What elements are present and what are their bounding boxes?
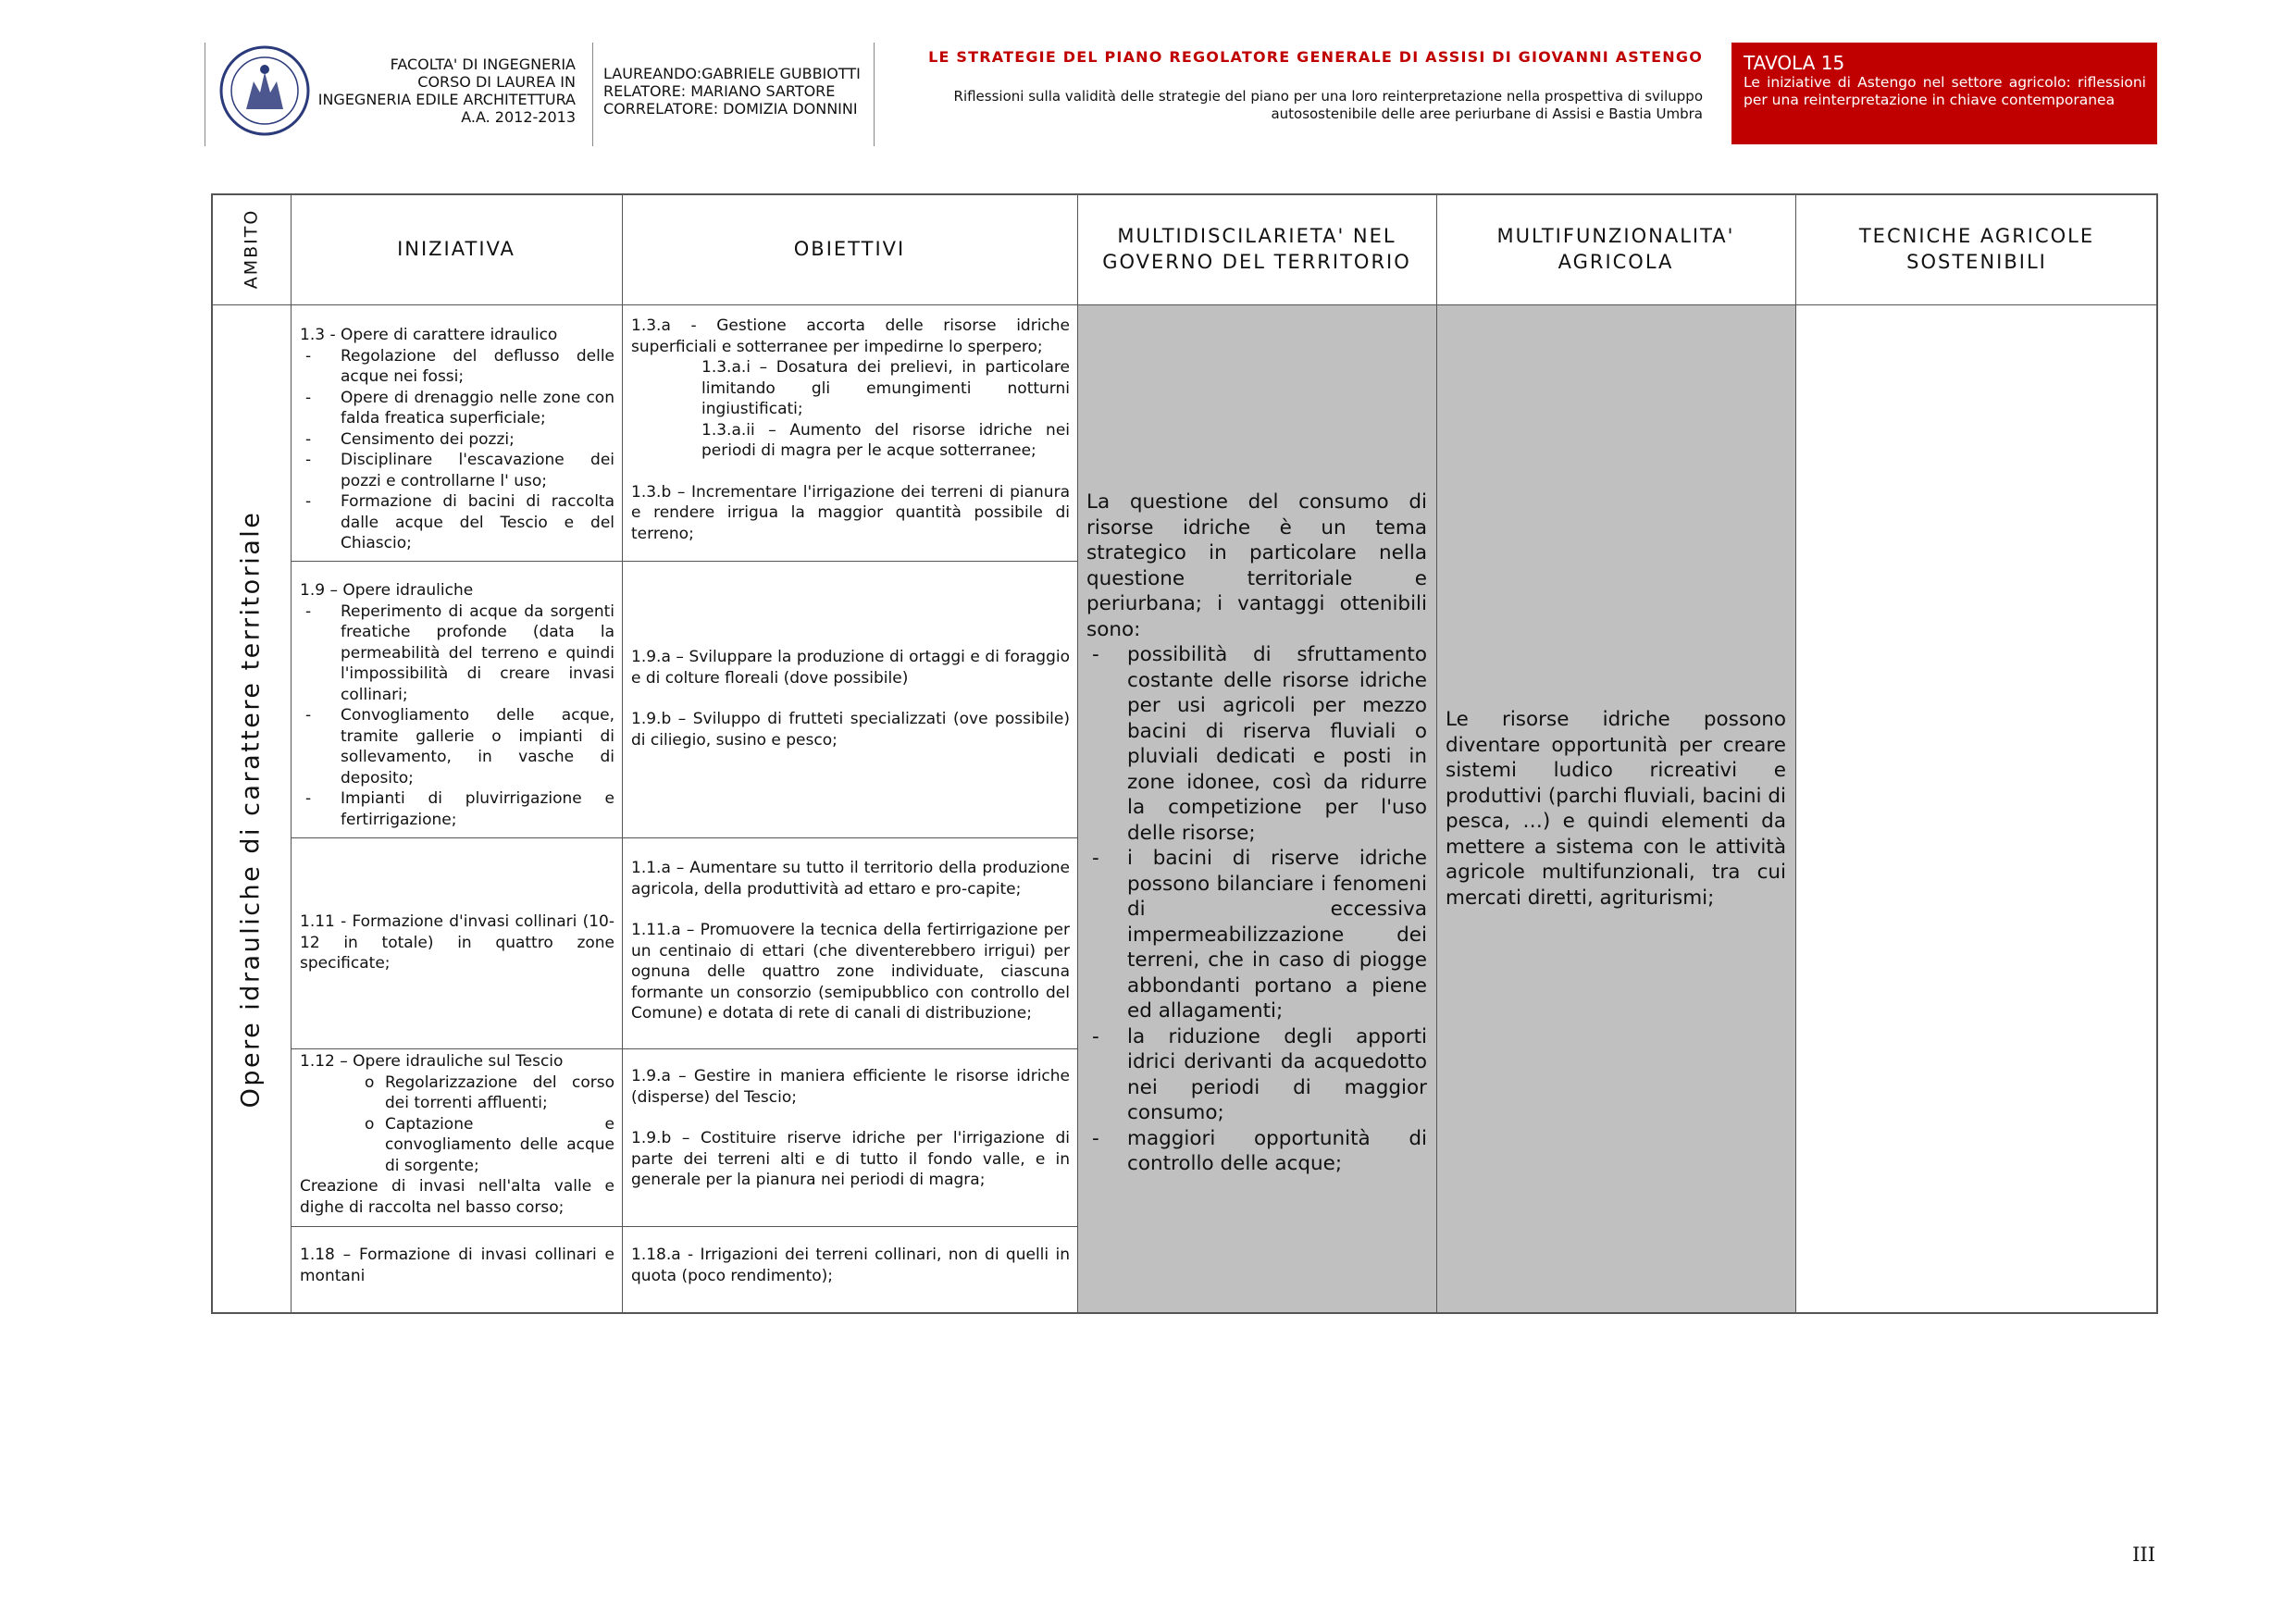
list-item: - maggiori opportunità di controllo delle acque;	[1086, 1126, 1427, 1177]
initiative-1-3	[300, 325, 614, 554]
list-item: - Opere di drenaggio nelle zone con falda freatica superficiale;	[300, 388, 614, 429]
course-line-1: CORSO DI LAUREA IN	[417, 73, 576, 91]
tavola-description: Le iniziative di Astengo nel settore agricolo: riflessioni per una reinterpretazione in chiave contemporanea	[1744, 74, 2146, 108]
list-item: - Impianti di pluvirrigazione e fertirrigazione;	[300, 788, 614, 830]
multifunz-text: Le risorse idriche possono diventare opportunità per creare sistemi ludico ricreativi e produttivi (parchi fluviali, bacini di pesca, …) e quindi elementi da mettere a sistema con le attività agricole multifunzionali, tra cui mercati diretti, agriturismi;	[1446, 708, 1786, 910]
objectives-1-9	[631, 647, 1070, 750]
initiative-note: Creazione di invasi nell'alta valle e dighe di raccolta nel basso corso;	[300, 1177, 614, 1217]
multidisc-list	[1086, 642, 1427, 1177]
list-item: o Captazione e convogliamento delle acque di sorgente;	[300, 1114, 614, 1177]
initiative-title: 1.18 – Formazione di invasi collinari e montani	[300, 1246, 614, 1285]
thesis-subtitle	[888, 88, 1703, 123]
row-divider	[291, 1226, 1077, 1227]
initiative-list	[300, 1072, 614, 1177]
column-divider	[1795, 193, 1796, 1314]
multifunz-content	[1446, 707, 1786, 911]
ambito-value: Opere idrauliche di carattere territoriale	[236, 510, 266, 1109]
list-item: - Formazione di bacini di raccolta dalle acque del Tescio e del Chiascio;	[300, 491, 614, 554]
list-item: - Convogliamento delle acque, tramite gallerie o impianti di sollevamento, in vasche di deposito;	[300, 705, 614, 788]
initiative-1-18	[300, 1245, 614, 1286]
objective-text: 1.18.a - Irrigazioni dei terreni collinari, non di quelli in quota (poco rendimento);	[631, 1246, 1070, 1285]
header-tecniche-line1: TECNICHE AGRICOLE	[1858, 225, 2095, 247]
objectives-1-3	[631, 316, 1070, 544]
header-ambito-label: AMBITO	[241, 208, 261, 290]
header-divider	[874, 43, 875, 146]
initiative-title: 1.9 – Opere idrauliche	[300, 581, 474, 600]
table-border	[2156, 193, 2158, 1314]
objective-subitem: 1.3.a.i – Dosatura dei prelievi, in particolare limitando gli emungimenti notturni ingiustificati;	[701, 358, 1070, 418]
row-divider	[291, 561, 1077, 562]
faculty-name: FACOLTA' DI INGEGNERIA	[390, 56, 576, 73]
row-divider	[291, 1048, 1077, 1049]
objectives-1-11	[631, 858, 1070, 1024]
initiative-1-9	[300, 580, 614, 830]
course-line-2: INGEGNERIA EDILE ARCHITETTURA	[317, 91, 576, 108]
objective-text: 1.9.b – Sviluppo di frutteti specializzati (ove possibile) di ciliegio, susino e pesco;	[631, 710, 1070, 750]
initiative-title: 1.12 – Opere idrauliche sul Tescio	[300, 1052, 564, 1071]
objectives-1-18	[631, 1245, 1070, 1286]
objective-text: 1.9.a – Sviluppare la produzione di ortaggi e di foraggio e di colture floreali (dove possibile)	[631, 648, 1070, 688]
header-multifunzionalita	[1436, 193, 1795, 304]
initiative-1-12	[300, 1051, 614, 1218]
objective-text: 1.9.a – Gestire in maniera efficiente le risorse idriche (disperse) del Tescio;	[631, 1067, 1070, 1107]
co-supervisor-name: CORRELATORE: DOMIZIA DONNINI	[603, 100, 858, 118]
header-multifunz-line1: MULTIFUNZIONALITA'	[1496, 225, 1735, 247]
objective-text: 1.9.b – Costituire riserve idriche per l'irrigazione di parte dei terreni alti e di tutto il fondo valle, e in generale per la pianura nei periodi di magra;	[631, 1129, 1070, 1189]
objective-text: 1.3.b – Incrementare l'irrigazione dei terreni di pianura e rendere irrigua la maggior quantità possibile di terreno;	[631, 482, 1070, 543]
header-tecniche	[1795, 193, 2158, 304]
objective-text: 1.11.a – Promuovere la tecnica della fertirrigazione per un centinaio di ettari (che diventerebbero irrigui) per ognuna delle quattro zone individuate, ciascuna formante un consorzio (semipubblico con controllo del Comune) e dotata di rete di canali di distribuzione;	[631, 921, 1070, 1023]
subtitle-line-2: autosostenibile delle aree periurbane di Assisi e Bastia Umbra	[1271, 105, 1703, 122]
list-item: - i bacini di riserve idriche possono bilanciare i fenomeni di eccessiva impermeabilizzazione dei terreni, che in caso di piogge abbondanti portano a piene ed allagamenti;	[1086, 846, 1427, 1024]
subtitle-line-1: Riflessioni sulla validità delle strategie del piano per una loro reinterpretazione nella prospettiva di sviluppo	[953, 88, 1703, 105]
initiative-list	[300, 601, 614, 831]
page-number: III	[2132, 1543, 2155, 1566]
header-ambito	[211, 193, 291, 304]
header-multidisciplinarieta	[1077, 193, 1436, 304]
faculty-block	[305, 56, 576, 126]
header-obiettivi	[622, 193, 1077, 304]
objective-text: 1.3.a - Gestione accorta delle risorse idriche superficiali e sotterranee per impedirne lo sperpero;	[631, 316, 1070, 356]
header-tecniche-line2: SOSTENIBILI	[1906, 251, 2047, 273]
initiative-list	[300, 346, 614, 554]
column-divider	[291, 193, 292, 1314]
list-item: - Censimento dei pozzi;	[300, 429, 614, 451]
initiatives-table	[211, 193, 2158, 1314]
ambito-cell	[211, 304, 291, 1314]
list-item: - possibilità di sfruttamento costante delle risorse idriche per usi agricoli per mezzo bacini di riserva fluviali o pluviali dedicati e posti in zone idonee, così da ridurre la competizione per l'uso delle risorse;	[1086, 642, 1427, 846]
table-border	[211, 1312, 2158, 1314]
column-divider	[622, 193, 623, 1314]
objective-subitem: 1.3.a.ii – Aumento del risorse idriche nei periodi di magra per le acque sotterranee;	[701, 420, 1070, 460]
header-iniziativa-label: INIZIATIVA	[397, 238, 515, 260]
initiative-title: 1.11 - Formazione d'invasi collinari (10-12 in totale) in quattro zone specificate;	[300, 912, 614, 973]
initiative-1-11	[300, 911, 614, 974]
objectives-1-12	[631, 1066, 1070, 1191]
list-item: - Disciplinare l'escavazione dei pozzi e controllarne l' uso;	[300, 450, 614, 491]
column-divider	[1077, 193, 1078, 1314]
header-divider-line	[211, 304, 2158, 305]
multidisc-intro: La questione del consumo di risorse idriche è un tema strategico in particolare nella questione territoriale e periurbana; i vantaggi ottenibili sono:	[1086, 490, 1427, 641]
column-divider	[1436, 193, 1437, 1314]
header-multidisc-line1: MULTIDISCILARIETA' NEL	[1117, 225, 1396, 247]
thesis-subject	[888, 48, 1703, 123]
list-item: o Regolarizzazione del corso dei torrenti affluenti;	[300, 1072, 614, 1114]
list-item: - Regolazione del deflusso delle acque nei fossi;	[300, 346, 614, 388]
tavola-title: TAVOLA 15	[1744, 52, 1845, 74]
initiative-title: 1.3 - Opere di carattere idraulico	[300, 326, 558, 344]
header-multidisc-line2: GOVERNO DEL TERRITORIO	[1102, 251, 1411, 273]
list-item: - Reperimento di acque da sorgenti freatiche profonde (data la permeabilità del terreno e quindi l'impossibilità di creare invasi collinari;	[300, 601, 614, 706]
objective-text: 1.1.a – Aumentare su tutto il territorio della produzione agricola, della produttività ad ettaro e pro-capite;	[631, 859, 1070, 899]
header-divider	[592, 43, 593, 146]
tavola-box	[1731, 43, 2157, 144]
header-iniziativa	[291, 193, 622, 304]
list-item: - la riduzione degli apporti idrici derivanti da acquedotto nei periodi di maggior consumo;	[1086, 1024, 1427, 1126]
supervisor-name: RELATORE: MARIANO SARTORE	[603, 82, 836, 100]
academic-year: A.A. 2012-2013	[461, 108, 576, 126]
university-seal-logo	[218, 44, 311, 137]
header-obiettivi-label: OBIETTIVI	[793, 238, 906, 260]
header-multifunz-line2: AGRICOLA	[1558, 251, 1674, 273]
row-divider	[291, 837, 1077, 838]
student-name: LAUREANDO:GABRIELE GUBBIOTTI	[603, 65, 861, 82]
people-block	[603, 65, 881, 118]
multidisc-content	[1086, 490, 1427, 1177]
thesis-title: LE STRATEGIE DEL PIANO REGOLATORE GENERALE DI ASSISI DI GIOVANNI ASTENGO	[928, 48, 1703, 66]
